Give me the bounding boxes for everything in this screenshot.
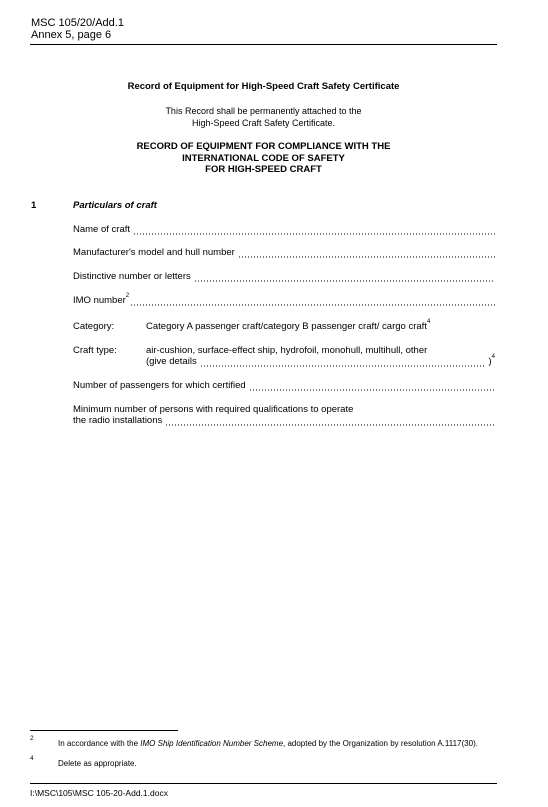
field-label: Manufacturer's model and hull number — [73, 247, 235, 258]
document-reference: MSC 105/20/Add.1 — [31, 17, 124, 29]
min-persons-label: Minimum number of persons with required qualifications to operate — [73, 404, 354, 415]
header-rule — [30, 44, 497, 45]
main-title-line3: FOR HIGH-SPEED CRAFT — [205, 164, 322, 175]
footnote-separator — [30, 730, 178, 731]
close-paren: ) — [488, 356, 492, 367]
field-label: Number of passengers for which certified — [73, 380, 246, 391]
footnote-ref: 4 — [491, 354, 495, 360]
footnote-mark: 4 — [30, 755, 34, 762]
dotted-leader — [194, 274, 495, 282]
field-min-persons-radio[interactable] — [73, 415, 495, 426]
field-name-of-craft[interactable] — [73, 224, 495, 235]
category-options — [146, 321, 430, 332]
footnote-mark: 2 — [30, 735, 34, 742]
footnote-ref: 4 — [426, 319, 431, 325]
section-title: Particulars of craft — [73, 200, 157, 211]
dotted-leader — [130, 298, 495, 306]
field-label — [73, 295, 129, 306]
dotted-leader — [200, 359, 486, 367]
field-craft-type-details[interactable] — [146, 356, 495, 367]
dotted-leader — [165, 418, 495, 426]
details-close — [488, 356, 495, 367]
footnote-scheme-name: IMO Ship Identification Number Scheme — [140, 739, 284, 748]
field-number-of-passengers[interactable] — [73, 380, 495, 391]
footnote-text — [58, 739, 478, 748]
dotted-leader — [249, 383, 495, 391]
craft-type-label: Craft type: — [73, 345, 117, 356]
attachment-note — [30, 105, 497, 129]
attachment-note-line2: High-Speed Craft Safety Certificate. — [191, 118, 336, 128]
field-distinctive-number[interactable] — [73, 271, 495, 282]
field-label: Distinctive number or letters — [73, 271, 191, 282]
footer-rule — [30, 783, 497, 784]
section-number: 1 — [31, 200, 37, 211]
footnote-text: Delete as appropriate. — [58, 759, 137, 768]
main-title-line2: INTERNATIONAL CODE OF SAFETY — [182, 152, 345, 164]
field-label: the radio installations — [73, 415, 163, 426]
dotted-leader — [133, 227, 495, 235]
dotted-leader — [238, 250, 495, 258]
record-title: Record of Equipment for High-Speed Craft Safety Certificate — [127, 81, 400, 92]
page-reference: Annex 5, page 6 — [31, 29, 112, 41]
field-label: Name of craft — [73, 224, 131, 235]
footnote-ref: 2 — [125, 293, 130, 299]
category-value: Category A passenger craft/category B passenger craft/ cargo craft — [146, 321, 427, 332]
field-model-hull-number[interactable] — [73, 247, 495, 258]
category-label: Category: — [73, 321, 115, 332]
field-imo-number[interactable] — [73, 295, 495, 306]
attachment-note-line1: This Record shall be permanently attached to the — [165, 106, 362, 116]
craft-type-options: air-cushion, surface-effect ship, hydrofoil, monohull, multihull, other — [146, 345, 428, 356]
imo-label-text: IMO number — [73, 295, 126, 306]
main-title-line1: RECORD OF EQUIPMENT FOR COMPLIANCE WITH THE — [136, 141, 391, 152]
footnote-text-part: , adopted by the Organization by resolution A.1117(30). — [283, 739, 478, 748]
field-label: (give details — [146, 356, 197, 367]
main-title — [30, 141, 497, 176]
file-path: I:\MSC\105\MSC 105-20-Add.1.docx — [30, 788, 168, 798]
footnote-text-part: In accordance with the — [58, 739, 141, 748]
